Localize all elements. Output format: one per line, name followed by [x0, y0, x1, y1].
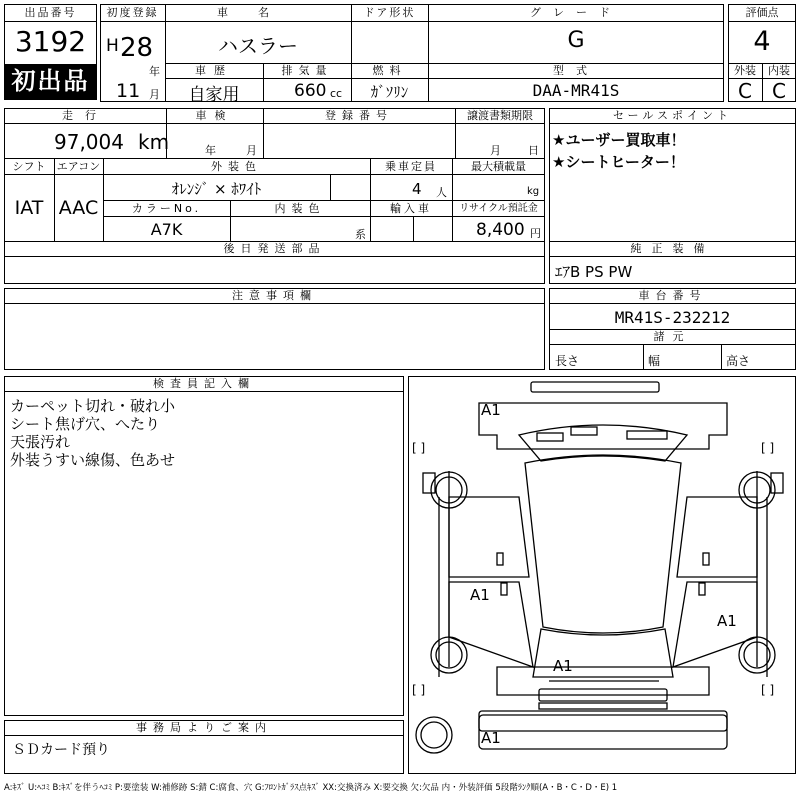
era-mark: H — [106, 36, 119, 56]
first-listing-badge: 初出品 — [5, 64, 96, 99]
bracket-right-top: [ ] — [761, 441, 775, 455]
shift: IAT — [14, 197, 44, 219]
wiper-mid — [571, 427, 597, 435]
cc-label: 排気量 — [281, 64, 333, 77]
fuel-label: 燃料 — [372, 64, 407, 77]
history-label: 車歴 — [195, 64, 233, 77]
equip-label: 純正装備 — [630, 242, 715, 255]
right-front-handle — [703, 553, 709, 565]
sales-point-1: ★ユーザー買取車！ — [552, 131, 686, 149]
left-rear-handle — [501, 583, 507, 595]
width-label: 幅 — [648, 354, 661, 368]
color: ｵﾚﾝｼﾞ × ﾎﾜｲﾄ — [171, 180, 262, 198]
ext-label: 外装 — [734, 64, 756, 77]
door-label: ドア形状 — [363, 6, 416, 19]
score-label: 評価点 — [745, 6, 779, 19]
damage-mark-hood: A1 — [481, 401, 501, 419]
equipment: ｴｱB PS PW — [555, 263, 633, 281]
right-rear-handle — [699, 583, 705, 595]
damage-mark-bumper: A1 — [481, 729, 501, 747]
ext-grade: C — [738, 79, 752, 103]
model: DAA-MR41S — [532, 81, 620, 100]
model-label: 型式 — [553, 64, 599, 77]
transfer-label: 譲渡書類期限 — [467, 109, 533, 122]
office-label: 事務局よりご案内 — [136, 721, 272, 734]
color-label: 外装色 — [211, 160, 262, 173]
capacity: 4 — [412, 180, 422, 198]
inspection-label: 車検 — [195, 109, 234, 122]
insp-month-unit: 月 — [246, 144, 257, 157]
damage-mark-left-door: A1 — [470, 586, 490, 604]
bracket-left-top: [ ] — [412, 441, 426, 455]
hood — [479, 403, 727, 449]
history: 自家用 — [188, 85, 240, 105]
load-label: 最大積載量 — [471, 160, 526, 173]
sales-label: セールスポイント — [612, 109, 732, 122]
right-mirror — [771, 473, 783, 493]
cc-unit: cc — [330, 87, 343, 100]
car-name-label: 車名 — [217, 6, 299, 19]
damage-mark-rear: A1 — [553, 657, 573, 675]
int-grade: C — [772, 79, 786, 103]
left-front-door — [449, 497, 529, 577]
recycle: 8,400 — [476, 220, 525, 240]
left-front-handle — [497, 553, 503, 565]
transfer-month: 月 — [490, 144, 501, 157]
caution-label: 注意事項欄 — [232, 289, 317, 302]
height-label: 高さ — [726, 354, 751, 368]
office-text: ＳＤカード預り — [12, 742, 110, 758]
front-bumper — [531, 382, 659, 392]
reg-year-unit: 年 — [149, 65, 160, 78]
roof — [525, 455, 681, 633]
ac: AAC — [58, 197, 99, 219]
colorno-label: カラーNo. — [131, 202, 202, 215]
plate-label: 登録番号 — [325, 109, 393, 122]
shift-label: シフト — [12, 160, 46, 173]
damage-mark-right-door: A1 — [717, 612, 737, 630]
inspector-line-2: シート焦げ穴、へたり — [10, 415, 161, 433]
sales-point-2: ★シートヒーター！ — [552, 153, 685, 171]
wiper-right — [627, 431, 667, 439]
bracket-left-bottom: [ ] — [412, 683, 426, 697]
wiper-left — [537, 433, 563, 441]
damage-diagram — [408, 376, 796, 774]
inspector-label: 検査員記入欄 — [153, 377, 255, 390]
int-label: 内装 — [768, 64, 790, 77]
reg-year: 28 — [120, 33, 154, 63]
cc: 660 — [294, 81, 327, 101]
left-mirror — [423, 473, 435, 493]
right-front-door — [677, 497, 757, 577]
transfer-day: 日 — [528, 144, 539, 157]
inspector-line-1: カーペット切れ・破れ小 — [10, 397, 176, 415]
load-unit: kg — [527, 186, 540, 197]
grade-label: グレード — [530, 6, 622, 19]
lot-number: 3192 — [14, 25, 87, 58]
intcolor-unit: 系 — [355, 228, 366, 241]
mileage: 97,004 — [54, 130, 124, 154]
dims-label: 諸元 — [653, 330, 692, 343]
colorno: A7K — [150, 220, 183, 239]
ac-label: エアコン — [56, 160, 101, 173]
recycle-label: リサイクル預託金 — [459, 203, 538, 214]
mileage-label: 走行 — [62, 109, 108, 122]
inspector-line-3: 天張汚れ — [10, 433, 71, 451]
car-diagram — [409, 377, 797, 775]
bottom-bumper — [479, 715, 727, 749]
chassis-number: MR41S-232212 — [614, 308, 731, 327]
intcolor-label: 内装色 — [274, 202, 326, 215]
reg-month: 11 — [116, 80, 141, 102]
length-label: 長さ — [555, 354, 580, 368]
insp-year-unit: 年 — [205, 144, 216, 157]
bracket-right-bottom: [ ] — [761, 683, 775, 697]
rear-panel — [539, 703, 667, 709]
capacity-unit: 人 — [436, 186, 447, 199]
chassis-label: 車台番号 — [638, 289, 707, 302]
fuel: ｶﾞｿﾘﾝ — [370, 83, 409, 101]
recycle-unit: 円 — [530, 227, 541, 240]
grade: G — [567, 28, 585, 53]
legend: A:ｷｽﾞ U:ﾍｺﾐ B:ｷｽﾞを伴うﾍｺﾐ P:要塗装 W:補修跡 S:錆 C:腐食、穴 G:ﾌﾛﾝﾄｶﾞﾗｽ点ｷｽﾞ XX:交換済み X:要交換 欠:欠品 内・外装評価 5段階ﾗﾝｸ順(A・B・C・D・E) 1 — [4, 783, 618, 793]
import-label: 輸入車 — [390, 202, 432, 215]
score: 4 — [753, 26, 771, 57]
reg-month-unit: 月 — [149, 88, 160, 101]
lot-label: 出品番号 — [24, 6, 77, 19]
car-name: ハスラー — [218, 34, 298, 58]
mileage-unit: km — [138, 130, 170, 154]
first-reg-label: 初度登録 — [106, 6, 159, 19]
capacity-label: 乗車定員 — [385, 160, 437, 173]
later-label: 後日発送部品 — [223, 242, 326, 255]
rear-bumper — [479, 711, 727, 731]
inspector-line-4: 外装うすい線傷、色あせ — [10, 451, 176, 469]
